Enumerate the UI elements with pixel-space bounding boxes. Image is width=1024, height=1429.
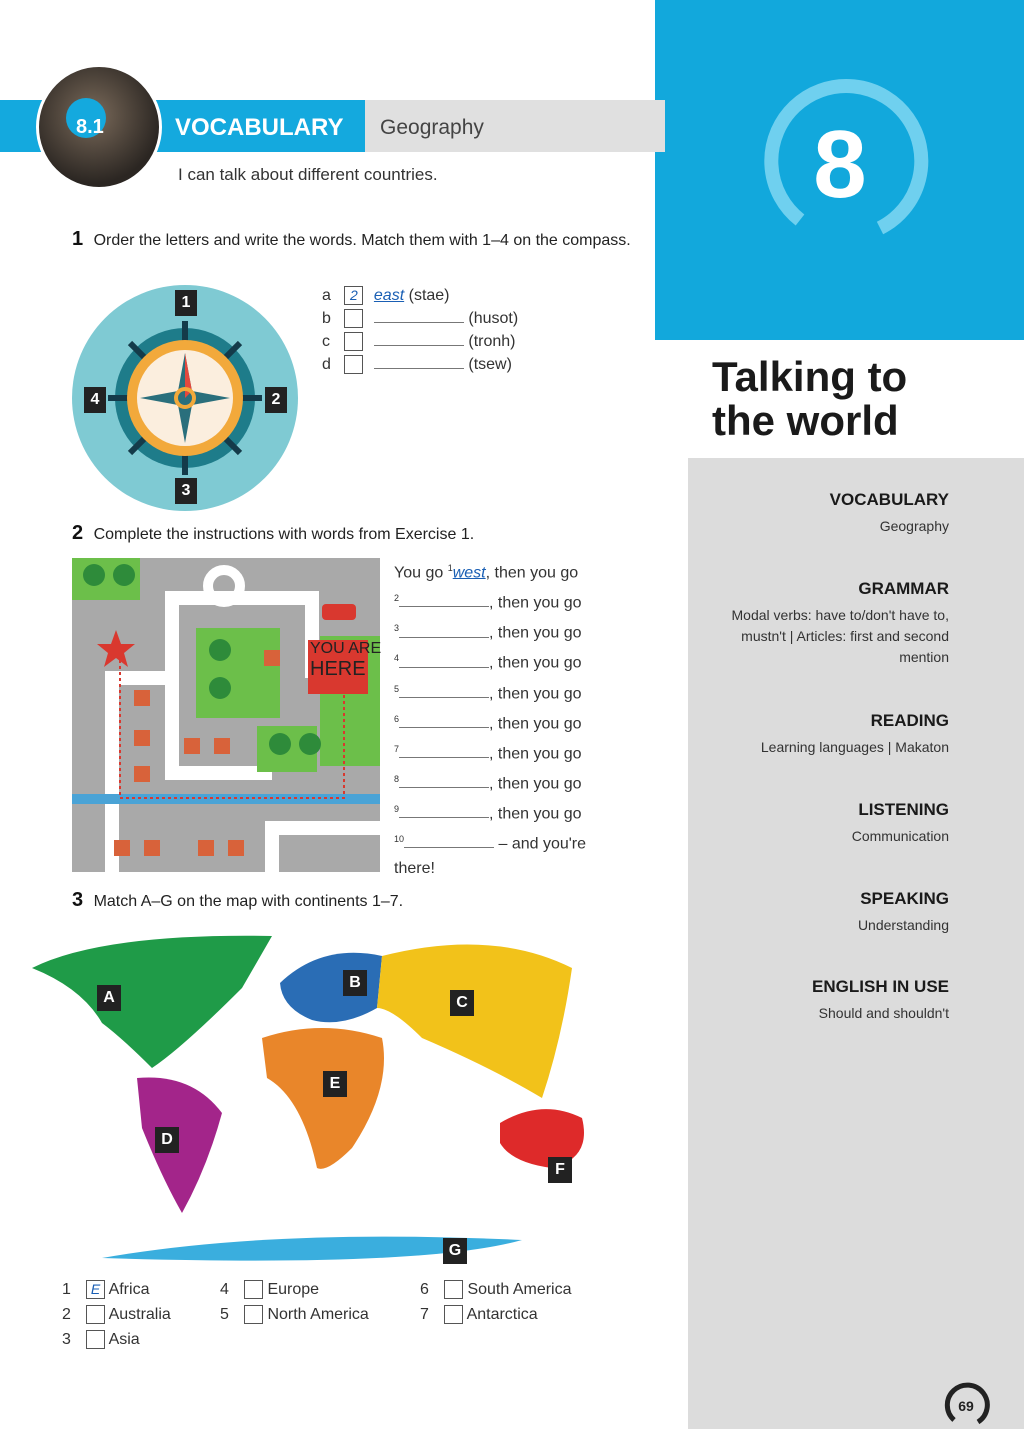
toc-desc: Should and shouldn't	[818, 1005, 949, 1021]
answer-box[interactable]: E	[86, 1280, 105, 1299]
answer-box[interactable]	[344, 332, 363, 351]
line-number: 5	[394, 683, 400, 694]
exercise-number: 3	[72, 889, 84, 911]
line-number: 4	[394, 653, 400, 664]
answer-box[interactable]	[86, 1330, 105, 1349]
answer-box[interactable]	[86, 1305, 105, 1324]
answer-blank[interactable]	[399, 713, 489, 728]
compass-label-3: 3	[175, 478, 197, 504]
line-number: 9	[394, 804, 400, 814]
list-item	[322, 330, 518, 353]
answer-blank[interactable]	[399, 743, 489, 758]
map-label-e: E	[323, 1071, 347, 1097]
toc-heading: SPEAKING	[860, 889, 949, 908]
toc-desc: Learning languages | Makaton	[760, 739, 949, 755]
item-number: 7	[420, 1306, 429, 1323]
exercise3-header	[72, 889, 632, 912]
compass-label-1: 1	[175, 290, 197, 316]
item-number: 4	[220, 1281, 229, 1298]
map-label-f: F	[548, 1157, 572, 1183]
answer-blank[interactable]	[374, 331, 464, 346]
exercise2-header	[72, 522, 632, 545]
answer-box[interactable]	[444, 1280, 463, 1299]
continent-item	[220, 1302, 369, 1327]
line-text: You go	[394, 564, 444, 582]
toc-vocabulary	[709, 490, 949, 537]
line-text: , then you go	[489, 714, 582, 732]
item-number: 6	[420, 1281, 429, 1298]
continent-col-3	[420, 1277, 572, 1327]
street-map	[72, 558, 380, 872]
answer-blank[interactable]	[374, 354, 464, 369]
map-label-a: A	[97, 985, 121, 1011]
compass-label-4: 4	[84, 387, 106, 413]
unit-number: 8	[813, 111, 867, 218]
toc-speaking	[709, 889, 949, 936]
instruction-line	[394, 677, 609, 707]
exercise-instruction: Order the letters and write the words. Match them with 1–4 on the compass.	[93, 232, 631, 249]
answer-blank[interactable]	[399, 653, 489, 668]
continent-name: South America	[467, 1281, 572, 1298]
line-text: , then you go	[489, 624, 582, 642]
toc-grammar	[709, 579, 949, 668]
answer-blank[interactable]	[399, 683, 489, 698]
answer-text[interactable]: west	[452, 564, 486, 582]
unit-title-line2: the world	[712, 397, 899, 444]
toc-english-in-use	[709, 977, 949, 1024]
line-number: 10	[394, 834, 405, 845]
line-number: 8	[394, 773, 400, 784]
line-text: , then you go	[489, 684, 582, 702]
continent-name: North America	[267, 1306, 369, 1323]
line-number: 6	[394, 713, 400, 724]
toc-reading	[709, 711, 949, 758]
line-text: , then you go	[489, 775, 582, 793]
world-map	[22, 928, 612, 1273]
answer-text[interactable]: east	[373, 287, 405, 304]
continent-name: Europe	[267, 1281, 320, 1298]
toc-heading: GRAMMAR	[858, 579, 949, 598]
letter-clue: (tronh)	[468, 333, 516, 350]
answer-blank[interactable]	[374, 308, 464, 323]
continent-col-2	[220, 1277, 369, 1327]
lesson-subtitle: I can talk about different countries.	[178, 165, 438, 184]
map-label-c: C	[450, 990, 474, 1016]
instruction-line	[394, 586, 609, 616]
continent-item	[420, 1302, 572, 1327]
toc-heading: LISTENING	[858, 800, 949, 819]
line-text: , then you go	[489, 805, 582, 823]
exercise1-items	[322, 284, 518, 376]
exercise-number: 1	[72, 228, 84, 250]
map-label-d: D	[155, 1127, 179, 1153]
instruction-line	[394, 797, 609, 827]
exercise-number: 2	[72, 522, 84, 544]
instruction-line	[394, 556, 609, 586]
item-number: 5	[220, 1306, 229, 1323]
instruction-line	[394, 707, 609, 737]
unit-title	[712, 355, 1012, 443]
topic-label: Geography	[380, 116, 484, 139]
continent-item	[62, 1327, 171, 1352]
answer-blank[interactable]	[399, 592, 489, 607]
answer-box[interactable]	[444, 1305, 463, 1324]
answer-blank[interactable]	[399, 803, 489, 818]
page-number: 69	[958, 1398, 974, 1414]
line-text: , then you go	[485, 564, 579, 582]
line-number: 2	[394, 593, 400, 604]
toc-listening	[709, 800, 949, 847]
instruction-line	[394, 767, 609, 797]
continent-name: Africa	[108, 1281, 150, 1298]
continent-name: Asia	[108, 1331, 140, 1348]
unit-title-line1: Talking to	[712, 353, 908, 400]
you-are-here-sign	[310, 640, 381, 681]
list-item	[322, 307, 518, 330]
instruction-line	[394, 737, 609, 767]
exercise1-header	[72, 228, 632, 251]
sign-line: HERE	[310, 658, 366, 680]
line-text: , then you go	[489, 654, 582, 672]
answer-blank[interactable]	[399, 773, 489, 788]
continent-name: Antarctica	[466, 1306, 538, 1323]
letter-clue: (husot)	[468, 310, 519, 327]
answer-box[interactable]: 2	[344, 286, 363, 305]
continent-item	[62, 1277, 171, 1302]
lesson-number: 8.1	[76, 116, 104, 138]
line-text: , then you go	[489, 745, 582, 763]
map-label-g: G	[443, 1238, 467, 1264]
toc-heading: VOCABULARY	[829, 490, 949, 509]
item-number: 3	[62, 1331, 71, 1348]
item-letter: a	[322, 287, 331, 304]
letter-clue: (stae)	[408, 287, 450, 304]
line-number: 3	[394, 623, 400, 634]
sign-line: YOU ARE	[310, 640, 382, 657]
toc-desc: Understanding	[857, 917, 949, 933]
answer-blank[interactable]	[399, 623, 489, 638]
list-item	[322, 284, 518, 307]
answer-blank[interactable]	[404, 833, 494, 848]
continent-item	[62, 1302, 171, 1327]
list-item	[322, 353, 518, 376]
answer-box[interactable]	[244, 1305, 263, 1324]
line-number: 7	[394, 743, 400, 754]
instruction-line: there!	[394, 860, 435, 878]
letter-clue: (tsew)	[468, 356, 512, 373]
toc-desc: Geography	[879, 518, 949, 534]
line-text: , then you go	[489, 594, 582, 612]
instruction-line	[394, 827, 609, 857]
section-label: VOCABULARY	[175, 114, 344, 141]
item-letter: c	[322, 333, 330, 350]
continent-col-1	[62, 1277, 171, 1352]
continent-item	[220, 1277, 369, 1302]
toc-desc: Communication	[851, 828, 949, 844]
map-label-b: B	[343, 970, 367, 996]
answer-box[interactable]	[344, 309, 363, 328]
answer-box[interactable]	[244, 1280, 263, 1299]
line-number: 1	[447, 563, 453, 573]
exercise2-text	[394, 556, 609, 882]
continent-item	[420, 1277, 572, 1302]
answer-box[interactable]	[344, 355, 363, 374]
item-number: 2	[62, 1306, 71, 1323]
instruction-line	[394, 616, 609, 646]
item-number: 1	[62, 1281, 71, 1298]
exercise-instruction: Match A–G on the map with continents 1–7.	[93, 893, 404, 910]
item-letter: d	[322, 356, 331, 373]
item-letter: b	[322, 310, 331, 327]
toc-heading: ENGLISH IN USE	[812, 977, 949, 996]
line-text: – and you're	[498, 835, 587, 853]
instruction-line	[394, 646, 609, 676]
exercise-instruction: Complete the instructions with words from Exercise 1.	[93, 526, 475, 543]
compass-label-2: 2	[265, 387, 287, 413]
toc-desc: Modal verbs: have to/don't have to, mustn't | Articles: first and second mention	[731, 607, 949, 665]
continent-name: Australia	[108, 1306, 171, 1323]
toc-heading: READING	[870, 711, 949, 730]
